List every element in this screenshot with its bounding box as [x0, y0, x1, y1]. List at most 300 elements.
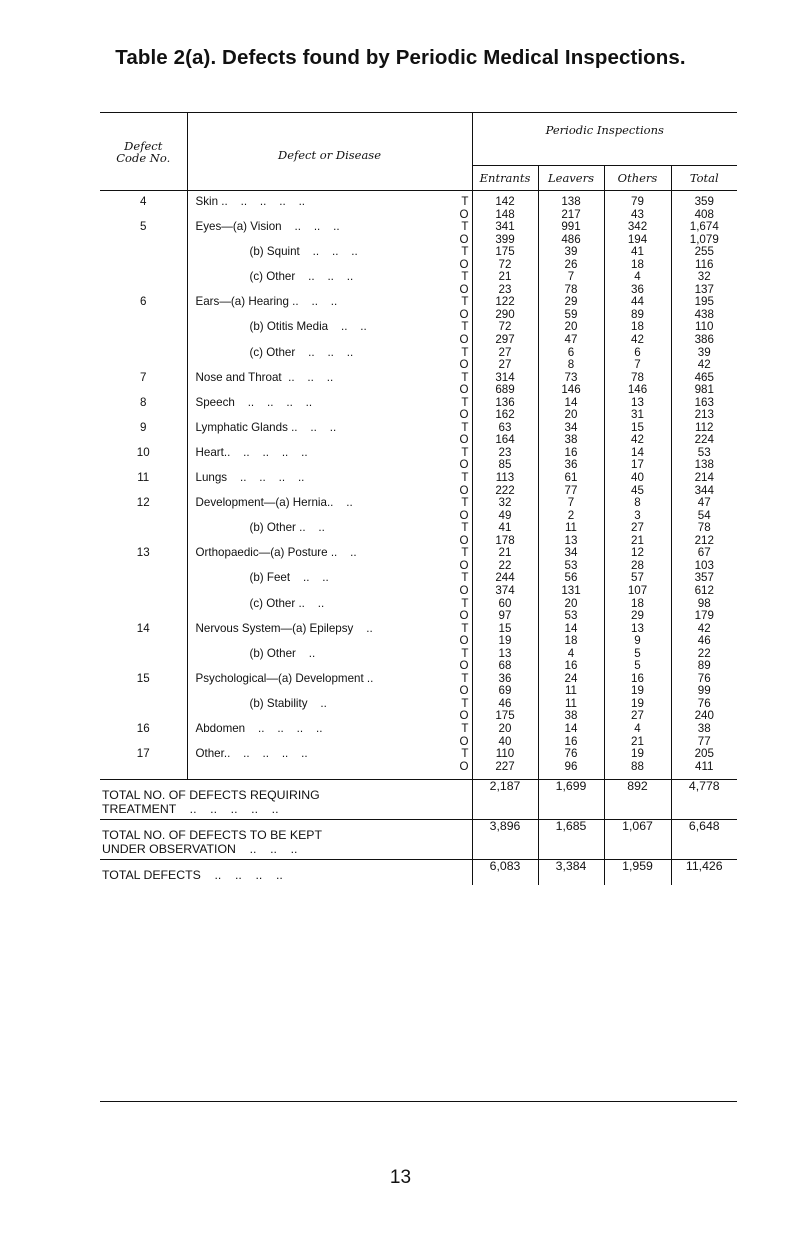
- defect-code: [100, 761, 187, 780]
- leavers-value: 16: [538, 660, 604, 673]
- treatment-observation-flag: T: [461, 220, 469, 234]
- entrants-value: 23: [472, 284, 538, 297]
- defect-label: Other.. .. .. .. ..: [195, 747, 308, 761]
- total-value: 981: [694, 383, 714, 397]
- others-value: 13: [604, 623, 671, 636]
- others-value: 194: [604, 234, 671, 247]
- entrants-value: 227: [472, 761, 538, 780]
- entrants-value: 21: [472, 547, 538, 560]
- total-leavers-value: 1,699: [538, 780, 604, 820]
- defect-description: [187, 598, 472, 611]
- others-value: 21: [604, 736, 671, 749]
- total-value: 32: [697, 270, 711, 284]
- entrants-value: 22: [472, 560, 538, 573]
- leavers-value: 4: [538, 648, 604, 661]
- page-title: Table 2(a). Defects found by Periodic Medical Inspections.: [115, 46, 686, 69]
- total-all-value: 6,648: [671, 820, 737, 860]
- total-value: 195: [694, 295, 714, 309]
- leavers-value: 29: [538, 296, 604, 309]
- defect-label: Skin .. .. .. .. ..: [195, 195, 306, 208]
- defect-label: Lungs .. .. .. ..: [195, 471, 305, 485]
- leavers-value: 7: [538, 497, 604, 510]
- table-row: [100, 522, 737, 535]
- table-row: [100, 635, 737, 648]
- table-row: [100, 623, 737, 636]
- others-value: 78: [604, 372, 671, 385]
- defect-code: [100, 259, 187, 272]
- defect-sublabel: (b) Stability ..: [249, 696, 327, 710]
- defect-description: [187, 347, 472, 360]
- entrants-value: 175: [472, 246, 538, 259]
- total-all-value: 11,426: [685, 859, 723, 874]
- periodic-inspections-label: Periodic Inspections: [545, 123, 664, 137]
- defect-label: Heart.. .. .. .. ..: [195, 445, 308, 459]
- treatment-observation-flag: O: [459, 558, 469, 572]
- leavers-value: 20: [538, 321, 604, 334]
- leavers-value: 18: [538, 635, 604, 648]
- defect-description: [187, 497, 472, 510]
- total-others-value: 892: [604, 780, 671, 820]
- total-value: 42: [697, 358, 711, 372]
- leavers-value: 73: [538, 372, 604, 385]
- defect-code: [100, 271, 187, 284]
- defect-label: Orthopaedic—(a) Posture .. ..: [195, 546, 357, 560]
- defect-description: [187, 761, 472, 780]
- leavers-value: 11: [538, 698, 604, 711]
- table-row: [100, 191, 737, 209]
- others-value: 14: [604, 447, 671, 460]
- page-number: 13: [389, 1167, 412, 1188]
- others-value: 28: [604, 560, 671, 573]
- defect-code: 4: [100, 191, 187, 209]
- treatment-observation-flag: O: [459, 583, 469, 597]
- treatment-observation-flag: O: [459, 659, 469, 673]
- leavers-value: 53: [538, 610, 604, 623]
- total-value: 103: [694, 558, 714, 572]
- total-value: 77: [697, 734, 711, 748]
- defect-code: 14: [100, 623, 187, 636]
- treatment-observation-flag: O: [459, 759, 469, 773]
- treatment-observation-flag: T: [461, 195, 469, 208]
- leavers-value: 77: [538, 485, 604, 498]
- treatment-observation-flag: T: [461, 696, 469, 710]
- entrants-value: 72: [472, 259, 538, 272]
- defect-sublabel: (b) Other .. ..: [249, 521, 325, 535]
- entrants-value: 178: [472, 535, 538, 548]
- defect-description: [187, 221, 472, 234]
- leavers-value: 20: [538, 598, 604, 611]
- defect-description: [187, 635, 472, 648]
- others-value: 16: [604, 673, 671, 686]
- total-value: 67: [697, 546, 711, 560]
- entrants-value: 97: [472, 610, 538, 623]
- total-value: 163: [694, 395, 714, 409]
- total-value: 76: [697, 671, 711, 685]
- total-row: [100, 820, 737, 860]
- defect-code: [100, 685, 187, 698]
- total-value: 213: [694, 408, 714, 422]
- total-value: 438: [694, 307, 714, 321]
- treatment-observation-flag: T: [461, 245, 469, 259]
- others-value: 18: [604, 598, 671, 611]
- others-value: 15: [604, 422, 671, 435]
- treatment-observation-flag: O: [459, 307, 469, 321]
- defect-label: Ears—(a) Hearing .. .. ..: [195, 295, 338, 309]
- periodic-inspections-header: [472, 113, 737, 166]
- defect-label: Nervous System—(a) Epilepsy ..: [195, 621, 373, 635]
- defect-sublabel: (c) Other .. .. ..: [249, 270, 354, 284]
- leavers-value: 34: [538, 422, 604, 435]
- total-entrants-value: 2,187: [472, 780, 538, 820]
- treatment-observation-flag: T: [461, 596, 469, 610]
- defect-code: [100, 309, 187, 322]
- entrants-value: 21: [472, 271, 538, 284]
- entrants-value: 23: [472, 447, 538, 460]
- defect-sublabel: (b) Otitis Media .. ..: [249, 320, 367, 334]
- treatment-observation-flag: O: [459, 207, 469, 221]
- code-column-header-label: Defect Code No.: [116, 138, 171, 166]
- total-value: 240: [694, 709, 714, 723]
- others-value: 40: [604, 472, 671, 485]
- defect-code: [100, 246, 187, 259]
- total-value: 42: [697, 621, 711, 635]
- defect-description: [187, 698, 472, 711]
- total-row: [100, 860, 737, 886]
- leavers-value: 24: [538, 673, 604, 686]
- defect-description: [187, 296, 472, 309]
- leavers-value: 96: [538, 761, 604, 780]
- leavers-value: 76: [538, 748, 604, 761]
- others-value: 146: [604, 384, 671, 397]
- entrants-value: 49: [472, 510, 538, 523]
- header-row-top: [100, 113, 737, 166]
- treatment-observation-flag: T: [461, 420, 469, 434]
- total-value: 98: [697, 596, 711, 610]
- others-value: 88: [604, 761, 671, 780]
- table-row: [100, 748, 737, 761]
- defect-label: Eyes—(a) Vision .. .. ..: [195, 220, 340, 234]
- leavers-value: 991: [538, 221, 604, 234]
- treatment-observation-flag: O: [459, 634, 469, 648]
- total-value: 138: [694, 458, 714, 472]
- defect-sublabel: (c) Other .. ..: [249, 596, 325, 610]
- treatment-observation-flag: T: [461, 445, 469, 459]
- others-value: 45: [604, 485, 671, 498]
- defect-code: 13: [100, 547, 187, 560]
- total-value: 89: [697, 659, 711, 673]
- defect-description: [187, 560, 472, 573]
- leavers-value: 14: [538, 723, 604, 736]
- table-row: [100, 347, 737, 360]
- defect-description: [187, 673, 472, 686]
- defect-description: [187, 572, 472, 585]
- total-label: TOTAL NO. OF DEFECTS TO BE KEPT UNDER OBSERVATION .. .. ..: [100, 820, 472, 860]
- defect-description: [187, 472, 472, 485]
- leavers-value: 26: [538, 259, 604, 272]
- defect-description: [187, 547, 472, 560]
- treatment-observation-flag: T: [461, 621, 469, 635]
- others-value: 7: [604, 359, 671, 372]
- entrants-value: 297: [472, 334, 538, 347]
- treatment-observation-flag: O: [459, 709, 469, 723]
- others-value: 43: [604, 209, 671, 222]
- defect-label: Development—(a) Hernia.. ..: [195, 496, 353, 510]
- total-value: 116: [695, 257, 714, 271]
- total-value: 76: [697, 696, 711, 710]
- total-leavers-value: 3,384: [538, 860, 604, 886]
- entrants-value: 63: [472, 422, 538, 435]
- defect-code: [100, 610, 187, 623]
- total-value: 212: [694, 533, 714, 547]
- total-value: 112: [695, 420, 714, 434]
- defect-code: [100, 384, 187, 397]
- entrants-value: 13: [472, 648, 538, 661]
- treatment-observation-flag: O: [459, 483, 469, 497]
- defect-code: [100, 585, 187, 598]
- others-value: 4: [604, 271, 671, 284]
- total-value: 214: [694, 471, 714, 485]
- defect-code: [100, 635, 187, 648]
- entrants-value: 20: [472, 723, 538, 736]
- defect-code: [100, 660, 187, 673]
- leavers-value: 36: [538, 459, 604, 472]
- total-others-value: 1,067: [604, 820, 671, 860]
- entrants-value: 122: [472, 296, 538, 309]
- others-value: 31: [604, 409, 671, 422]
- leavers-value: 14: [538, 623, 604, 636]
- others-value: 57: [604, 572, 671, 585]
- treatment-observation-flag: O: [459, 684, 469, 698]
- table-row: [100, 648, 737, 661]
- total-value: 1,079: [689, 232, 719, 246]
- leavers-value: 53: [538, 560, 604, 573]
- leavers-value: 20: [538, 409, 604, 422]
- total-value: 99: [697, 684, 711, 698]
- others-value: 107: [604, 585, 671, 598]
- col-header-leavers: Leavers: [538, 165, 604, 190]
- others-value: 13: [604, 397, 671, 410]
- leavers-value: 11: [538, 522, 604, 535]
- total-value: 54: [697, 508, 711, 522]
- total-label: TOTAL NO. OF DEFECTS REQUIRING TREATMENT .. .. .. .. ..: [100, 780, 472, 820]
- defects-table: [100, 112, 737, 885]
- treatment-observation-flag: O: [459, 282, 469, 296]
- total-value: 39: [697, 345, 711, 359]
- leavers-value: 38: [538, 710, 604, 723]
- total-value: 38: [697, 721, 711, 735]
- table-row: [100, 246, 737, 259]
- defect-code: [100, 347, 187, 360]
- defect-description: [187, 422, 472, 435]
- defect-label: Speech .. .. .. ..: [195, 395, 313, 409]
- defect-code: [100, 321, 187, 334]
- entrants-value: 148: [472, 209, 538, 222]
- treatment-observation-flag: O: [459, 734, 469, 748]
- entrants-value: 46: [472, 698, 538, 711]
- leavers-value: 14: [538, 397, 604, 410]
- entrants-value: 222: [472, 485, 538, 498]
- defect-code: 7: [100, 372, 187, 385]
- total-value: 179: [694, 609, 714, 623]
- others-value: 5: [604, 660, 671, 673]
- others-value: 42: [604, 434, 671, 447]
- leavers-value: 138: [538, 191, 604, 209]
- table-row: [100, 221, 737, 234]
- others-value: 27: [604, 522, 671, 535]
- treatment-observation-flag: T: [461, 521, 469, 535]
- total-value: 1,674: [689, 220, 719, 234]
- total-value: 22: [697, 646, 711, 660]
- defect-description: [187, 246, 472, 259]
- defect-code: [100, 522, 187, 535]
- col-header-others: Others: [604, 165, 671, 190]
- treatment-observation-flag: T: [461, 345, 469, 359]
- total-row: [100, 780, 737, 820]
- defect-code: [100, 560, 187, 573]
- total-value: 224: [694, 433, 714, 447]
- leavers-value: 16: [538, 736, 604, 749]
- others-value: 42: [604, 334, 671, 347]
- leavers-value: 13: [538, 535, 604, 548]
- leavers-value: 6: [538, 347, 604, 360]
- defect-description: [187, 585, 472, 598]
- leavers-value: 61: [538, 472, 604, 485]
- defect-code: [100, 598, 187, 611]
- leavers-value: 131: [538, 585, 604, 598]
- defect-description: [187, 723, 472, 736]
- total-value: 78: [697, 521, 711, 535]
- code-column-header: [100, 113, 187, 191]
- treatment-observation-flag: T: [461, 721, 469, 735]
- table-row: [100, 259, 737, 272]
- defect-description: [187, 748, 472, 761]
- defect-description: [187, 685, 472, 698]
- table-row: [100, 685, 737, 698]
- entrants-value: 69: [472, 685, 538, 698]
- total-label: TOTAL DEFECTS .. .. .. ..: [100, 860, 472, 886]
- total-value: 46: [697, 634, 711, 648]
- total-leavers-value: 1,685: [538, 820, 604, 860]
- others-value: 12: [604, 547, 671, 560]
- defect-code: [100, 572, 187, 585]
- table-row: [100, 497, 737, 510]
- total-entrants-value: 6,083: [472, 860, 538, 886]
- entrants-value: 110: [472, 748, 538, 761]
- total-others-value: 1,959: [604, 860, 671, 886]
- total-value: 359: [694, 195, 714, 208]
- defect-description: [187, 372, 472, 385]
- defect-sublabel: (b) Feet .. ..: [249, 571, 329, 585]
- entrants-value: 36: [472, 673, 538, 686]
- table-bottom-rule: [100, 1101, 737, 1102]
- treatment-observation-flag: T: [461, 395, 469, 409]
- leavers-value: 8: [538, 359, 604, 372]
- leavers-value: 59: [538, 309, 604, 322]
- leavers-value: 16: [538, 447, 604, 460]
- entrants-value: 32: [472, 497, 538, 510]
- treatment-observation-flag: O: [459, 609, 469, 623]
- leavers-value: 486: [538, 234, 604, 247]
- defect-label: Nose and Throat .. .. ..: [195, 370, 334, 384]
- others-value: 27: [604, 710, 671, 723]
- entrants-value: 113: [472, 472, 538, 485]
- entrants-value: 68: [472, 660, 538, 673]
- total-value: 137: [694, 282, 714, 296]
- entrants-value: 15: [472, 623, 538, 636]
- defect-code: [100, 409, 187, 422]
- entrants-value: 72: [472, 321, 538, 334]
- others-value: 21: [604, 535, 671, 548]
- defect-code: 16: [100, 723, 187, 736]
- defect-code: 8: [100, 397, 187, 410]
- defect-code: 11: [100, 472, 187, 485]
- desc-column-header: [187, 113, 472, 191]
- leavers-value: 39: [538, 246, 604, 259]
- table-row: [100, 723, 737, 736]
- entrants-value: 689: [472, 384, 538, 397]
- defect-label: Abdomen .. .. .. ..: [195, 721, 323, 735]
- defect-code: [100, 698, 187, 711]
- leavers-value: 217: [538, 209, 604, 222]
- leavers-value: 146: [538, 384, 604, 397]
- entrants-value: 374: [472, 585, 538, 598]
- entrants-value: 162: [472, 409, 538, 422]
- treatment-observation-flag: O: [459, 458, 469, 472]
- defect-description: [187, 510, 472, 523]
- treatment-observation-flag: T: [461, 320, 469, 334]
- defect-label: Psychological—(a) Development ..: [195, 671, 374, 685]
- treatment-observation-flag: O: [459, 257, 469, 271]
- treatment-observation-flag: O: [459, 333, 469, 347]
- defect-code: [100, 359, 187, 372]
- total-value: 255: [694, 245, 714, 259]
- treatment-observation-flag: T: [461, 671, 469, 685]
- desc-column-header-label: Defect or Disease: [277, 148, 382, 162]
- treatment-observation-flag: T: [461, 747, 469, 761]
- table-row: [100, 271, 737, 284]
- others-value: 3: [604, 510, 671, 523]
- treatment-observation-flag: T: [461, 646, 469, 660]
- defect-description: [187, 334, 472, 347]
- total-entrants-value: 3,896: [472, 820, 538, 860]
- total-value: 411: [671, 761, 737, 780]
- entrants-value: 314: [472, 372, 538, 385]
- treatment-observation-flag: O: [459, 383, 469, 397]
- defect-code: 17: [100, 748, 187, 761]
- entrants-value: 142: [472, 191, 538, 209]
- defect-code: 9: [100, 422, 187, 435]
- defect-code: 10: [100, 447, 187, 460]
- defect-label: Lymphatic Glands .. .. ..: [195, 420, 337, 434]
- defect-description: [187, 522, 472, 535]
- total-value: 357: [694, 571, 714, 585]
- table-row: [100, 585, 737, 598]
- defect-sublabel: (c) Other .. .. ..: [249, 345, 354, 359]
- treatment-observation-flag: O: [459, 408, 469, 422]
- entrants-value: 341: [472, 221, 538, 234]
- treatment-observation-flag: T: [461, 571, 469, 585]
- entrants-value: 85: [472, 459, 538, 472]
- others-value: 9: [604, 635, 671, 648]
- total-value: 110: [695, 320, 714, 334]
- treatment-observation-flag: T: [461, 546, 469, 560]
- defect-code: 15: [100, 673, 187, 686]
- defect-code: [100, 334, 187, 347]
- others-value: 19: [604, 698, 671, 711]
- table-row: [100, 761, 737, 780]
- treatment-observation-flag: O: [459, 358, 469, 372]
- treatment-observation-flag: T: [461, 295, 469, 309]
